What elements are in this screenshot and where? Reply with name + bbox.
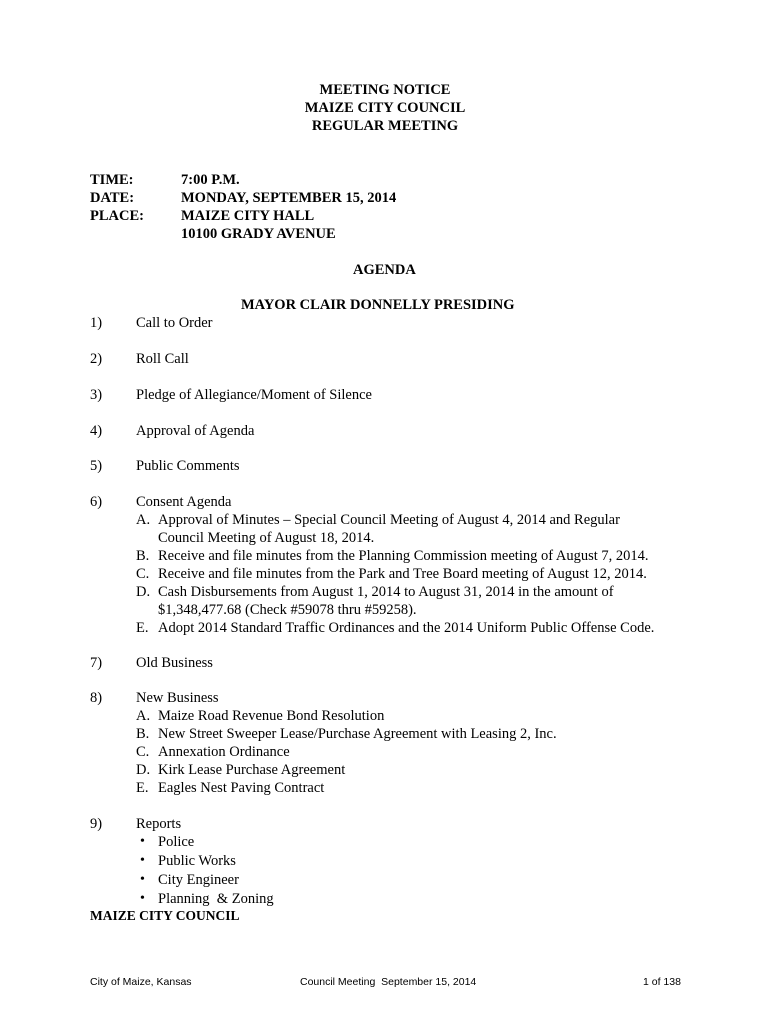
place-label: PLACE:: [90, 208, 144, 224]
consent-item-text: Approval of Minutes – Special Council Meeting of August 4, 2014 and Regular: [158, 512, 620, 528]
agenda-item-number: 8): [90, 690, 103, 706]
new-business-letter: C.: [136, 744, 150, 760]
agenda-item-number: 5): [90, 458, 103, 474]
bullet-icon: •: [140, 853, 145, 868]
agenda-item-label: Pledge of Allegiance/Moment of Silence: [136, 387, 372, 403]
footer-center: Council Meeting September 15, 2014: [300, 976, 477, 988]
bullet-icon: •: [140, 834, 145, 849]
presiding-heading: MAYOR CLAIR DONNELLY PRESIDING: [241, 297, 515, 313]
new-business-letter: A.: [136, 708, 151, 724]
consent-item-text: Adopt 2014 Standard Traffic Ordinances and the 2014 Uniform Public Offense Code.: [158, 620, 655, 636]
bullet-icon: •: [140, 891, 145, 906]
agenda-item-label: Roll Call: [136, 351, 189, 367]
time-value: 7:00 P.M.: [181, 172, 240, 188]
report-item: City Engineer: [158, 872, 239, 888]
date-value: MONDAY, SEPTEMBER 15, 2014: [181, 190, 397, 206]
bullet-icon: •: [140, 872, 145, 887]
new-business-text: Maize Road Revenue Bond Resolution: [158, 708, 385, 724]
footer-page-number: 1 of 138: [643, 976, 681, 988]
agenda-item-number: 1): [90, 315, 103, 331]
agenda-item-number: 4): [90, 423, 103, 439]
consent-item-letter: D.: [136, 584, 151, 600]
agenda-item-label: Approval of Agenda: [136, 423, 255, 439]
new-business-text: Eagles Nest Paving Contract: [158, 780, 325, 796]
report-item: Police: [158, 834, 195, 850]
new-business-text: New Street Sweeper Lease/Purchase Agreement with Leasing 2, Inc.: [158, 726, 557, 742]
agenda-item-label: Public Comments: [136, 458, 240, 474]
agenda-item-number: 9): [90, 816, 103, 832]
notice-title: MEETING NOTICE: [319, 82, 451, 98]
agenda-item-number: 2): [90, 351, 103, 367]
consent-item-text: Cash Disbursements from August 1, 2014 to August 31, 2014 in the amount of: [158, 584, 614, 600]
agenda-heading: AGENDA: [353, 262, 416, 278]
meeting-type-title: REGULAR MEETING: [311, 118, 459, 134]
consent-item-text: Receive and file minutes from the Planning Commission meeting of August 7, 2014.: [158, 548, 649, 564]
date-label: DATE:: [90, 190, 135, 206]
agenda-item-label: New Business: [136, 690, 219, 706]
consent-item-letter: A.: [136, 512, 151, 528]
new-business-text: Annexation Ordinance: [158, 744, 290, 760]
consent-item-text-cont: $1,348,477.68 (Check #59078 thru #59258).: [158, 602, 417, 618]
agenda-item-number: 3): [90, 387, 103, 403]
new-business-letter: E.: [136, 780, 149, 796]
report-item: Planning & Zoning: [158, 891, 274, 907]
consent-item-text-cont: Council Meeting of August 18, 2014.: [158, 530, 375, 546]
new-business-letter: D.: [136, 762, 151, 778]
new-business-text: Kirk Lease Purchase Agreement: [158, 762, 346, 778]
agenda-item-label: Consent Agenda: [136, 494, 232, 510]
consent-item-text: Receive and file minutes from the Park and Tree Board meeting of August 12, 2014.: [158, 566, 647, 582]
consent-item-letter: E.: [136, 620, 149, 636]
time-label: TIME:: [90, 172, 134, 188]
council-title: MAIZE CITY COUNCIL: [304, 100, 466, 116]
place-value-line2: 10100 GRADY AVENUE: [181, 226, 336, 242]
new-business-letter: B.: [136, 726, 150, 742]
agenda-item-number: 7): [90, 655, 103, 671]
agenda-item-number: 6): [90, 494, 103, 510]
agenda-item-label: Old Business: [136, 655, 213, 671]
consent-item-letter: C.: [136, 566, 150, 582]
place-value-line1: MAIZE CITY HALL: [181, 208, 315, 224]
consent-item-letter: B.: [136, 548, 150, 564]
closing-signature: MAIZE CITY COUNCIL: [90, 908, 240, 923]
report-item: Public Works: [158, 853, 236, 869]
agenda-item-label: Call to Order: [136, 315, 213, 331]
footer-left: City of Maize, Kansas: [90, 976, 192, 988]
agenda-item-label: Reports: [136, 816, 182, 832]
